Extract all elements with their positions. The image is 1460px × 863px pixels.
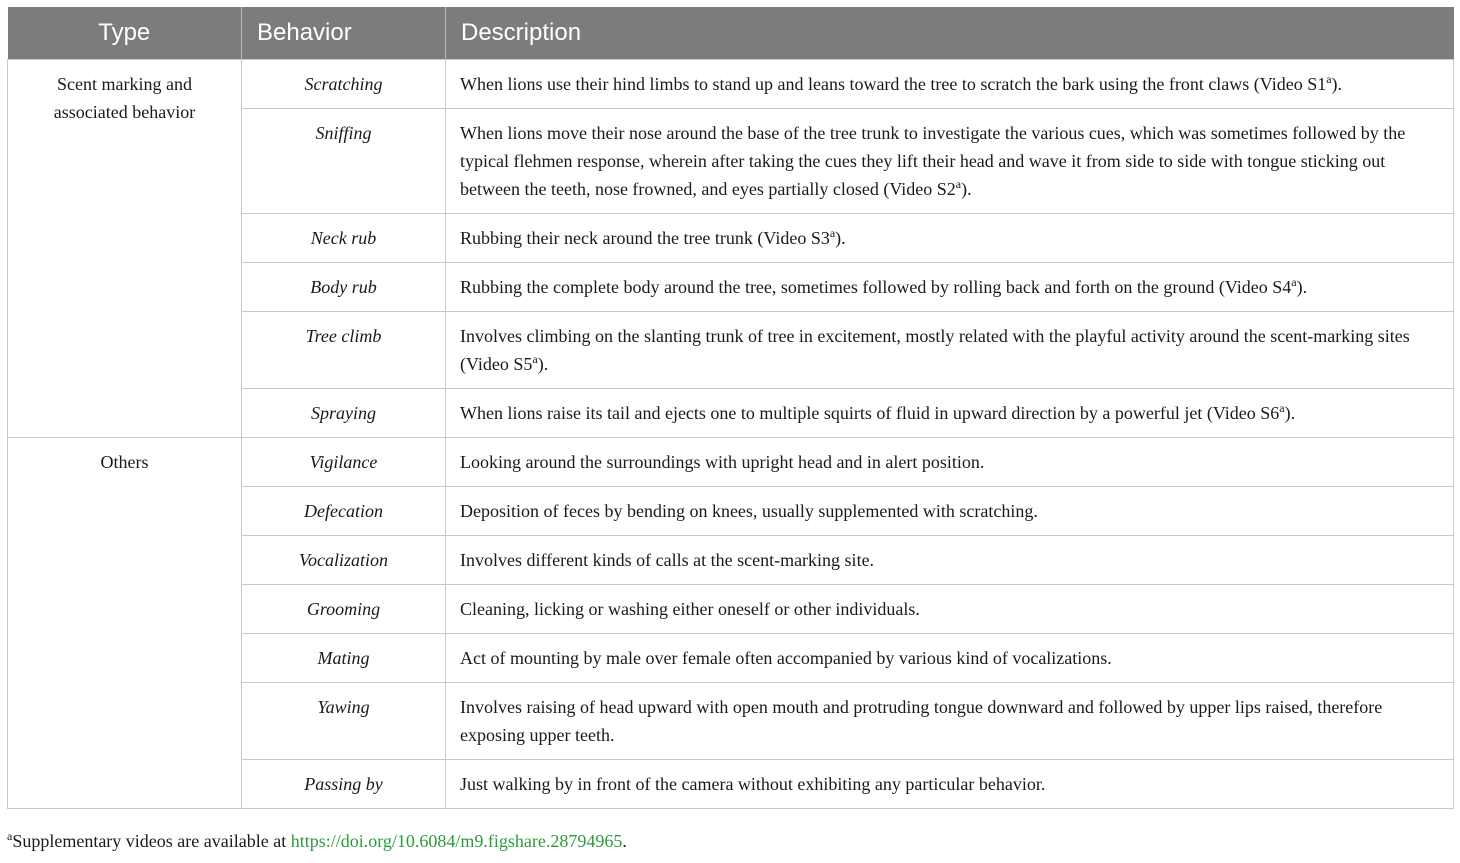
behavior-cell: Yawing bbox=[242, 683, 446, 760]
behavior-cell: Vocalization bbox=[242, 536, 446, 585]
figshare-doi-link[interactable]: https://doi.org/10.6084/m9.figshare.28794965 bbox=[290, 831, 623, 851]
behavior-cell: Tree climb bbox=[242, 312, 446, 389]
behavior-cell: Passing by bbox=[242, 760, 446, 809]
behavior-cell: Body rub bbox=[242, 263, 446, 312]
type-cell-scent-marking: Scent marking and associated behavior bbox=[8, 60, 242, 438]
description-cell: Involves climbing on the slanting trunk of tree in excitement, mostly related with the playful activity around the scent-marking sites (Video S5$^a$). bbox=[446, 312, 1454, 389]
behavior-cell: Grooming bbox=[242, 585, 446, 634]
description-cell: When lions raise its tail and ejects one to multiple squirts of fluid in upward direction by a powerful jet (Video S6$^a$). bbox=[446, 389, 1454, 438]
behavior-cell: Sniffing bbox=[242, 109, 446, 214]
description-cell: When lions move their nose around the base of the tree trunk to investigate the various cues, which was sometimes followed by the typical flehmen response, wherein after taking the cues they lift their head and wave it from side to side with tongue sticking out between the teeth, nose frowned, and eyes partially closed (Video S2$^a$). bbox=[446, 109, 1454, 214]
description-cell: Act of mounting by male over female often accompanied by various kind of vocalizations. bbox=[446, 634, 1454, 683]
description-cell: Involves raising of head upward with open mouth and protruding tongue downward and followed by upper lips raised, therefore exposing upper teeth. bbox=[446, 683, 1454, 760]
header-description: Description bbox=[446, 7, 1454, 60]
description-cell: Involves different kinds of calls at the scent-marking site. bbox=[446, 536, 1454, 585]
description-cell: Just walking by in front of the camera without exhibiting any particular behavior. bbox=[446, 760, 1454, 809]
table-footnote bbox=[7, 831, 627, 852]
footnote-end: . bbox=[622, 831, 627, 851]
description-cell: When lions use their hind limbs to stand up and leans toward the tree to scratch the bark using the front claws (Video S1$^a$). bbox=[446, 60, 1454, 109]
description-cell: Deposition of feces by bending on knees, usually supplemented with scratching. bbox=[446, 487, 1454, 536]
header-behavior: Behavior bbox=[242, 7, 446, 60]
behavior-table bbox=[7, 7, 1454, 809]
table-header-row bbox=[8, 7, 1454, 60]
behavior-cell: Mating bbox=[242, 634, 446, 683]
behavior-cell: Neck rub bbox=[242, 214, 446, 263]
table-row bbox=[8, 60, 1454, 109]
behavior-cell: Spraying bbox=[242, 389, 446, 438]
description-cell: Cleaning, licking or washing either oneself or other individuals. bbox=[446, 585, 1454, 634]
header-type: Type bbox=[8, 7, 242, 60]
behavior-cell: Defecation bbox=[242, 487, 446, 536]
description-cell: Rubbing their neck around the tree trunk (Video S3$^a$). bbox=[446, 214, 1454, 263]
behavior-cell: Vigilance bbox=[242, 438, 446, 487]
type-cell-others: Others bbox=[8, 438, 242, 809]
description-cell: Looking around the surroundings with upright head and in alert position. bbox=[446, 438, 1454, 487]
table-row bbox=[8, 438, 1454, 487]
footnote-marker: a bbox=[7, 829, 13, 843]
behavior-cell: Scratching bbox=[242, 60, 446, 109]
footnote-text: Supplementary videos are available at bbox=[12, 831, 291, 851]
description-cell: Rubbing the complete body around the tree, sometimes followed by rolling back and forth on the ground (Video S4$^a$). bbox=[446, 263, 1454, 312]
